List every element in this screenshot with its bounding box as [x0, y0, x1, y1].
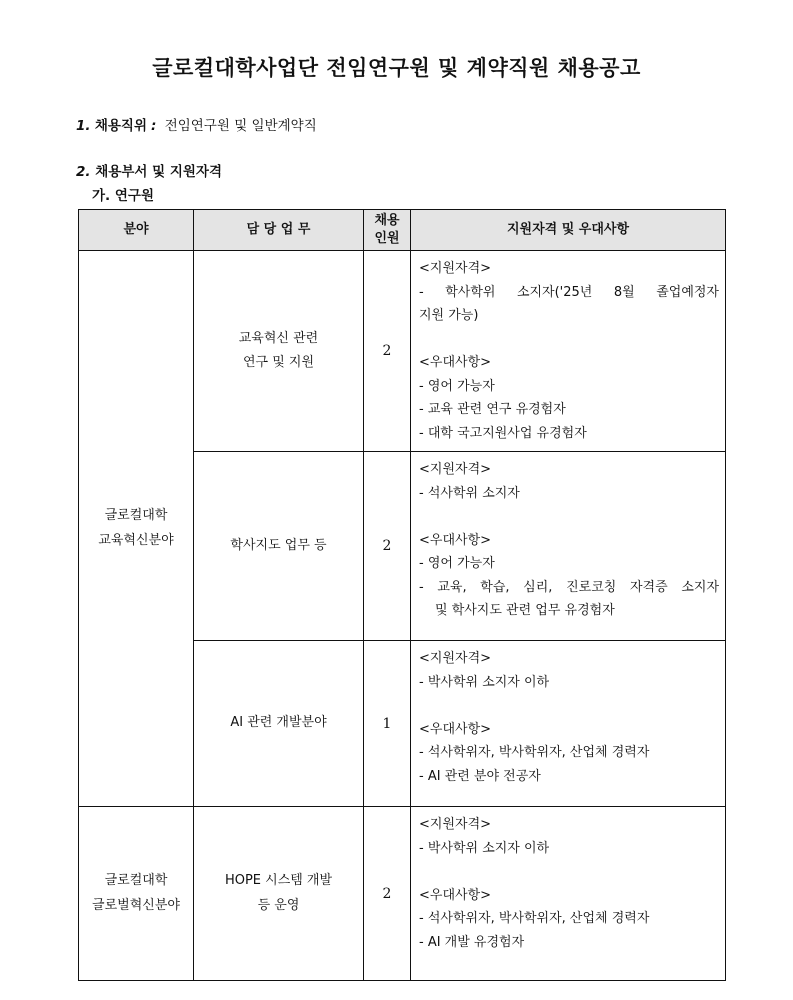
field-line: 글로벌혁신분야: [92, 897, 180, 913]
section-number: 2.: [76, 164, 91, 180]
header-count-line1: 채용: [374, 213, 400, 229]
table-row: [79, 251, 726, 452]
duty-line: AI 관련 개발분야: [230, 715, 327, 731]
qualification-heading: <지원자격>: [419, 261, 492, 276]
preference-item: - 영어 가능자: [419, 378, 495, 394]
preference-item: - 석사학위자, 박사학위자, 산업체 경력자: [419, 911, 650, 926]
qualification-cell: [411, 807, 726, 981]
preference-heading: <우대사항>: [419, 532, 492, 548]
count-cell: 2: [364, 251, 411, 452]
table-header-row: [79, 210, 726, 251]
duty-cell: [194, 251, 364, 452]
preference-item: - 영어 가능자: [419, 556, 495, 571]
qualification-heading: <지원자격>: [419, 651, 492, 666]
section-label: 채용직위: [94, 118, 147, 134]
qualification-cell: [411, 452, 726, 641]
duty-line: 등 운영: [257, 897, 300, 913]
qualification-item: - 박사학위 소지자 이하: [419, 674, 550, 690]
section-position: [76, 114, 317, 134]
duty-line: 학사지도 업무 등: [230, 537, 327, 553]
preference-heading: <우대사항>: [419, 721, 492, 737]
preference-item: - 교육, 학습, 심리, 진로코칭 자격증 소지자: [419, 579, 719, 595]
field-cell: [79, 807, 194, 981]
field-line: 글로컬대학: [104, 873, 168, 889]
field-line: 교육혁신분야: [98, 532, 174, 548]
duty-cell: [194, 641, 364, 807]
page-title: 글로컬대학사업단 전임연구원 및 계약직원 채용공고: [152, 56, 641, 80]
duty-line: 연구 및 지원: [242, 355, 315, 370]
header-qualification: 지원자격 및 우대사항: [411, 210, 726, 251]
qualification-heading: <지원자격>: [419, 817, 492, 832]
preference-heading: <우대사항>: [419, 887, 492, 903]
header-count-line2: 인원: [374, 231, 400, 246]
preference-item: - AI 개발 유경험자: [419, 934, 525, 950]
header-count: [364, 210, 411, 251]
count-cell: 1: [364, 641, 411, 807]
header-field: 분야: [79, 210, 194, 251]
count-cell: 2: [364, 452, 411, 641]
preference-item: - 교육 관련 연구 유경험자: [419, 402, 566, 417]
section-colon: :: [151, 118, 157, 134]
section-label: 채용부서 및 지원자격: [95, 164, 223, 180]
preference-item: - 석사학위자, 박사학위자, 산업체 경력자: [419, 745, 650, 760]
duty-line: HOPE 시스템 개발: [224, 873, 333, 889]
section-department: [76, 160, 222, 180]
preference-item: - 대학 국고지원사업 유경험자: [419, 425, 587, 441]
qualification-item: - 박사학위 소지자 이하: [419, 840, 550, 856]
count-cell: 2: [364, 807, 411, 981]
recruitment-table: [78, 209, 726, 981]
duty-cell: [194, 452, 364, 641]
qualification-item: - 학사학위 소지자('25년 8월 졸업예정자: [419, 284, 719, 300]
section-value: 전임연구원 및 일반계약직: [164, 118, 317, 134]
qualification-item: 지원 가능): [419, 308, 479, 323]
field-line: 글로컬대학: [104, 508, 168, 524]
subsection-title: 가. 연구원: [92, 188, 154, 204]
preference-item: 및 학사지도 관련 업무 유경험자: [435, 603, 615, 618]
qualification-heading: <지원자격>: [419, 462, 492, 477]
table-row: [79, 807, 726, 981]
section-number: 1.: [76, 118, 91, 134]
duty-line: 교육혁신 관련: [238, 330, 319, 346]
qualification-item: - 석사학위 소지자: [419, 485, 520, 501]
preference-item: - AI 관련 분야 전공자: [419, 768, 541, 784]
qualification-cell: [411, 641, 726, 807]
field-cell: [79, 251, 194, 807]
duty-cell: [194, 807, 364, 981]
preference-heading: <우대사항>: [419, 355, 492, 370]
qualification-cell: [411, 251, 726, 452]
header-duty: 담 당 업 무: [194, 210, 364, 251]
